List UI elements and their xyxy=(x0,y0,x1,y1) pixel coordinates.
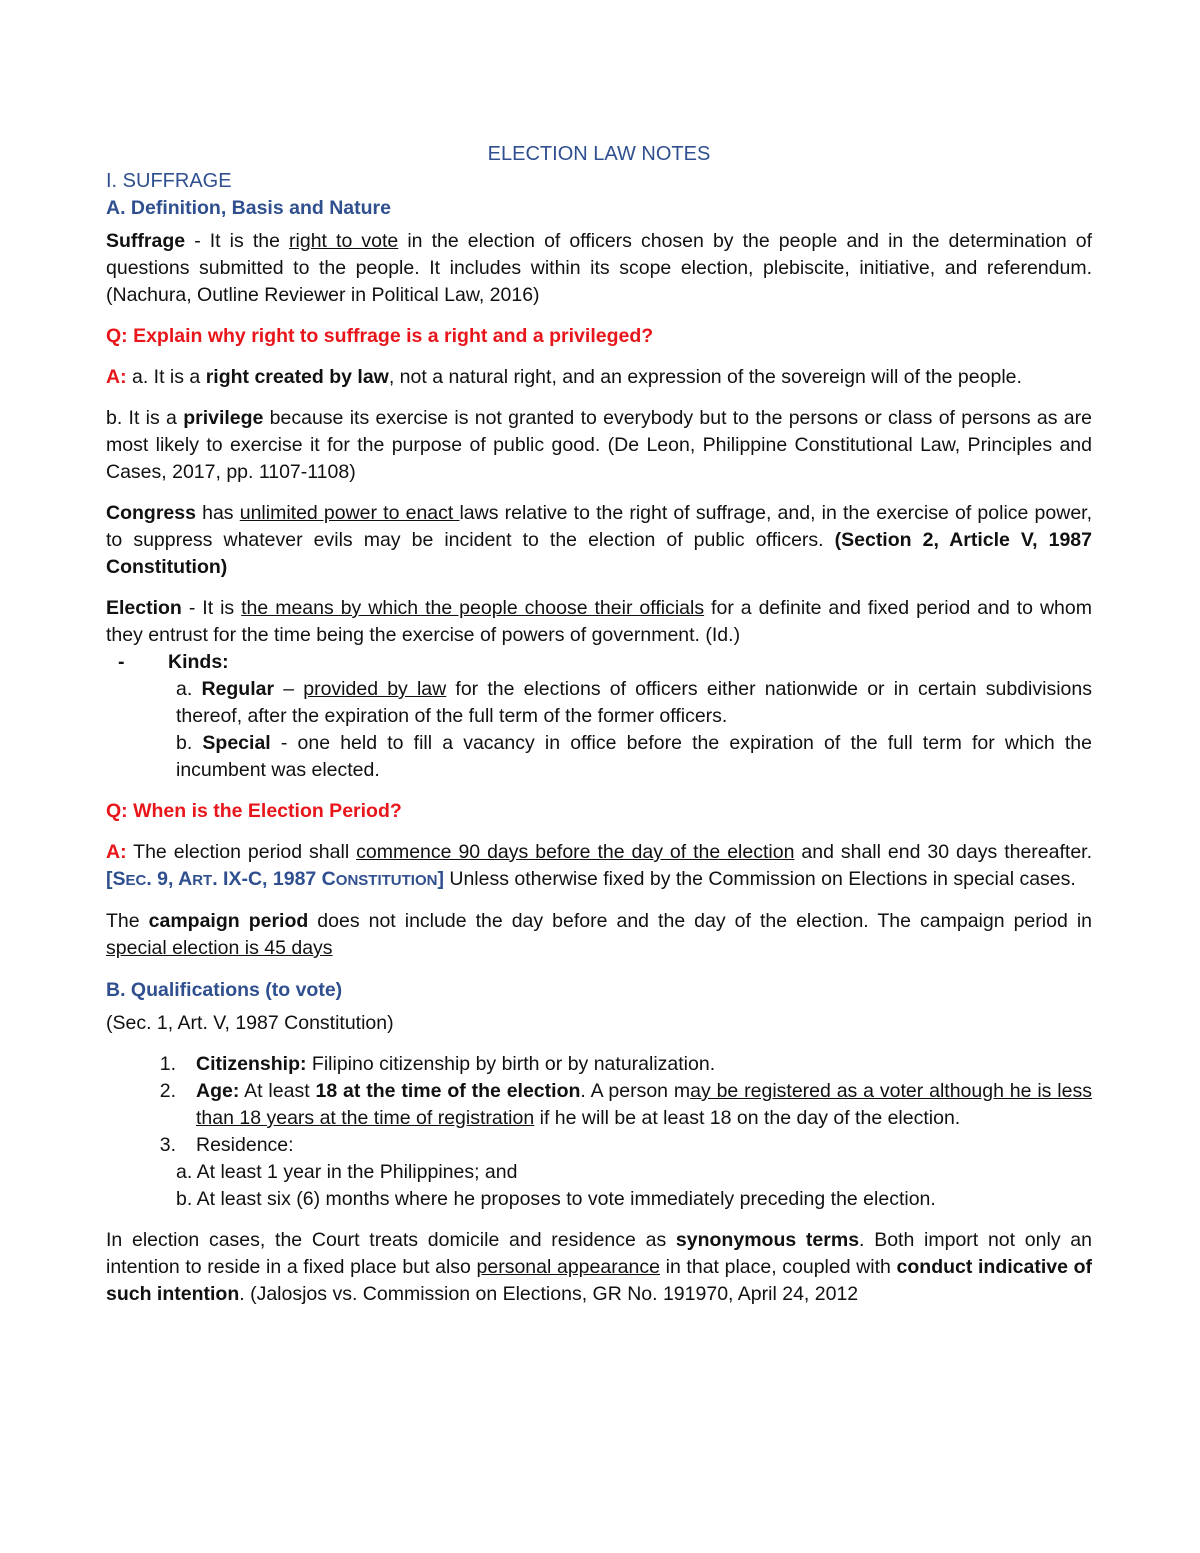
subsection-heading-definition: A. Definition, Basis and Nature xyxy=(106,197,391,219)
kind-regular: a. Regular – provided by law for the elections of officers either nationwide or in certain subdivisions thereof, after the expiration of the full term of the former officers. xyxy=(176,678,1092,727)
kinds-list-item xyxy=(106,649,1092,676)
residence-sub-b: b. At least six (6) months where he proposes to vote immediately preceding the election. xyxy=(176,1188,936,1210)
constitution-citation: [SEC. 9, ART. IX-C, 1987 CONSTITUTION] xyxy=(106,868,444,890)
campaign-paragraph: The campaign period does not include the day before and the day of the election. The campaign period in special election is 45 days xyxy=(106,910,1092,959)
term-congress: Congress xyxy=(106,502,196,524)
term-suffrage: Suffrage xyxy=(106,230,186,252)
election-paragraph: Election - It is the means by which the people choose their officials for a definite and fixed period and to whom they entrust for the time being the exercise of powers of government. (Id.) xyxy=(106,597,1092,646)
privilege-paragraph: b. It is a privilege because its exercise is not granted to everybody but to the persons or class of persons as are most likely to exercise it for the purpose of public good. (De Leon, Philippine Constitutional Law, Principles and Cases, 2017, pp. 1107-1108) xyxy=(106,407,1092,483)
kind-special: b. Special - one held to fill a vacancy in office before the expiration of the full term for which the incumbent was elected. xyxy=(176,732,1092,781)
document-title: ELECTION LAW NOTES xyxy=(487,143,711,165)
qualifications-list xyxy=(106,1051,1092,1213)
question-right-privilege: Q: Explain why right to suffrage is a right and a privileged? xyxy=(106,325,654,347)
subsection-heading-qualifications: B. Qualifications (to vote) xyxy=(106,979,343,1001)
underlined-phrase: right to vote xyxy=(289,230,399,252)
answer-right-paragraph: A: a. It is a right created by law, not a natural right, and an expression of the sovereign will of the people. xyxy=(106,366,1022,388)
kinds-label: Kinds: xyxy=(168,651,229,673)
answer-label: A: xyxy=(106,841,127,863)
suffrage-paragraph: Suffrage - It is the right to vote in the election of officers chosen by the people and in the determination of questions submitted to the people. It includes within its scope election, plebiscite, initiative, and referendum. (Nachura, Outline Reviewer in Political Law, 2016) xyxy=(106,230,1093,306)
document-body xyxy=(106,140,1092,1322)
answer-label: A: xyxy=(106,366,127,388)
qualifications-citation: (Sec. 1, Art. V, 1987 Constitution) xyxy=(106,1012,394,1034)
dash-bullet: - xyxy=(118,651,125,673)
congress-paragraph: Congress has unlimited power to enact laws relative to the right of suffrage, and, in the exercise of police power, to suppress whatever evils may be incident to the election of public officers. (Section 2, Article V, 1987 Constitution) xyxy=(106,502,1092,578)
answer-election-period: A: The election period shall commence 90 days before the day of the election and shall end 30 days thereafter. [SEC. 9, ART. IX-C, 1987 CONSTITUTION] Unless otherwise fixed by the Commission on Elections in special cases. xyxy=(106,841,1092,890)
residence-sub-a: a. At least 1 year in the Philippines; and xyxy=(176,1161,518,1183)
domicile-paragraph: In election cases, the Court treats domicile and residence as synonymous terms. Both import not only an intention to reside in a fixed place but also personal appearance in that place, coupled with conduct indicative of such intention. (Jalosjos vs. Commission on Elections, GR No. 191970, April 24, 2012 xyxy=(106,1229,1092,1305)
list-item: 2. Age: At least 18 at the time of the election. A person may be registered as a voter although he is less than 18 years at the time of registration if he will be at least 18 on the day of the election. xyxy=(159,1080,1092,1129)
list-item: 1. Citizenship: Filipino citizenship by birth or by naturalization. xyxy=(159,1053,716,1075)
section-heading-suffrage: I. SUFFRAGE xyxy=(106,170,232,192)
term-election: Election xyxy=(106,597,182,619)
question-election-period: Q: When is the Election Period? xyxy=(106,800,402,822)
list-item: 3. Residence: xyxy=(159,1134,294,1156)
